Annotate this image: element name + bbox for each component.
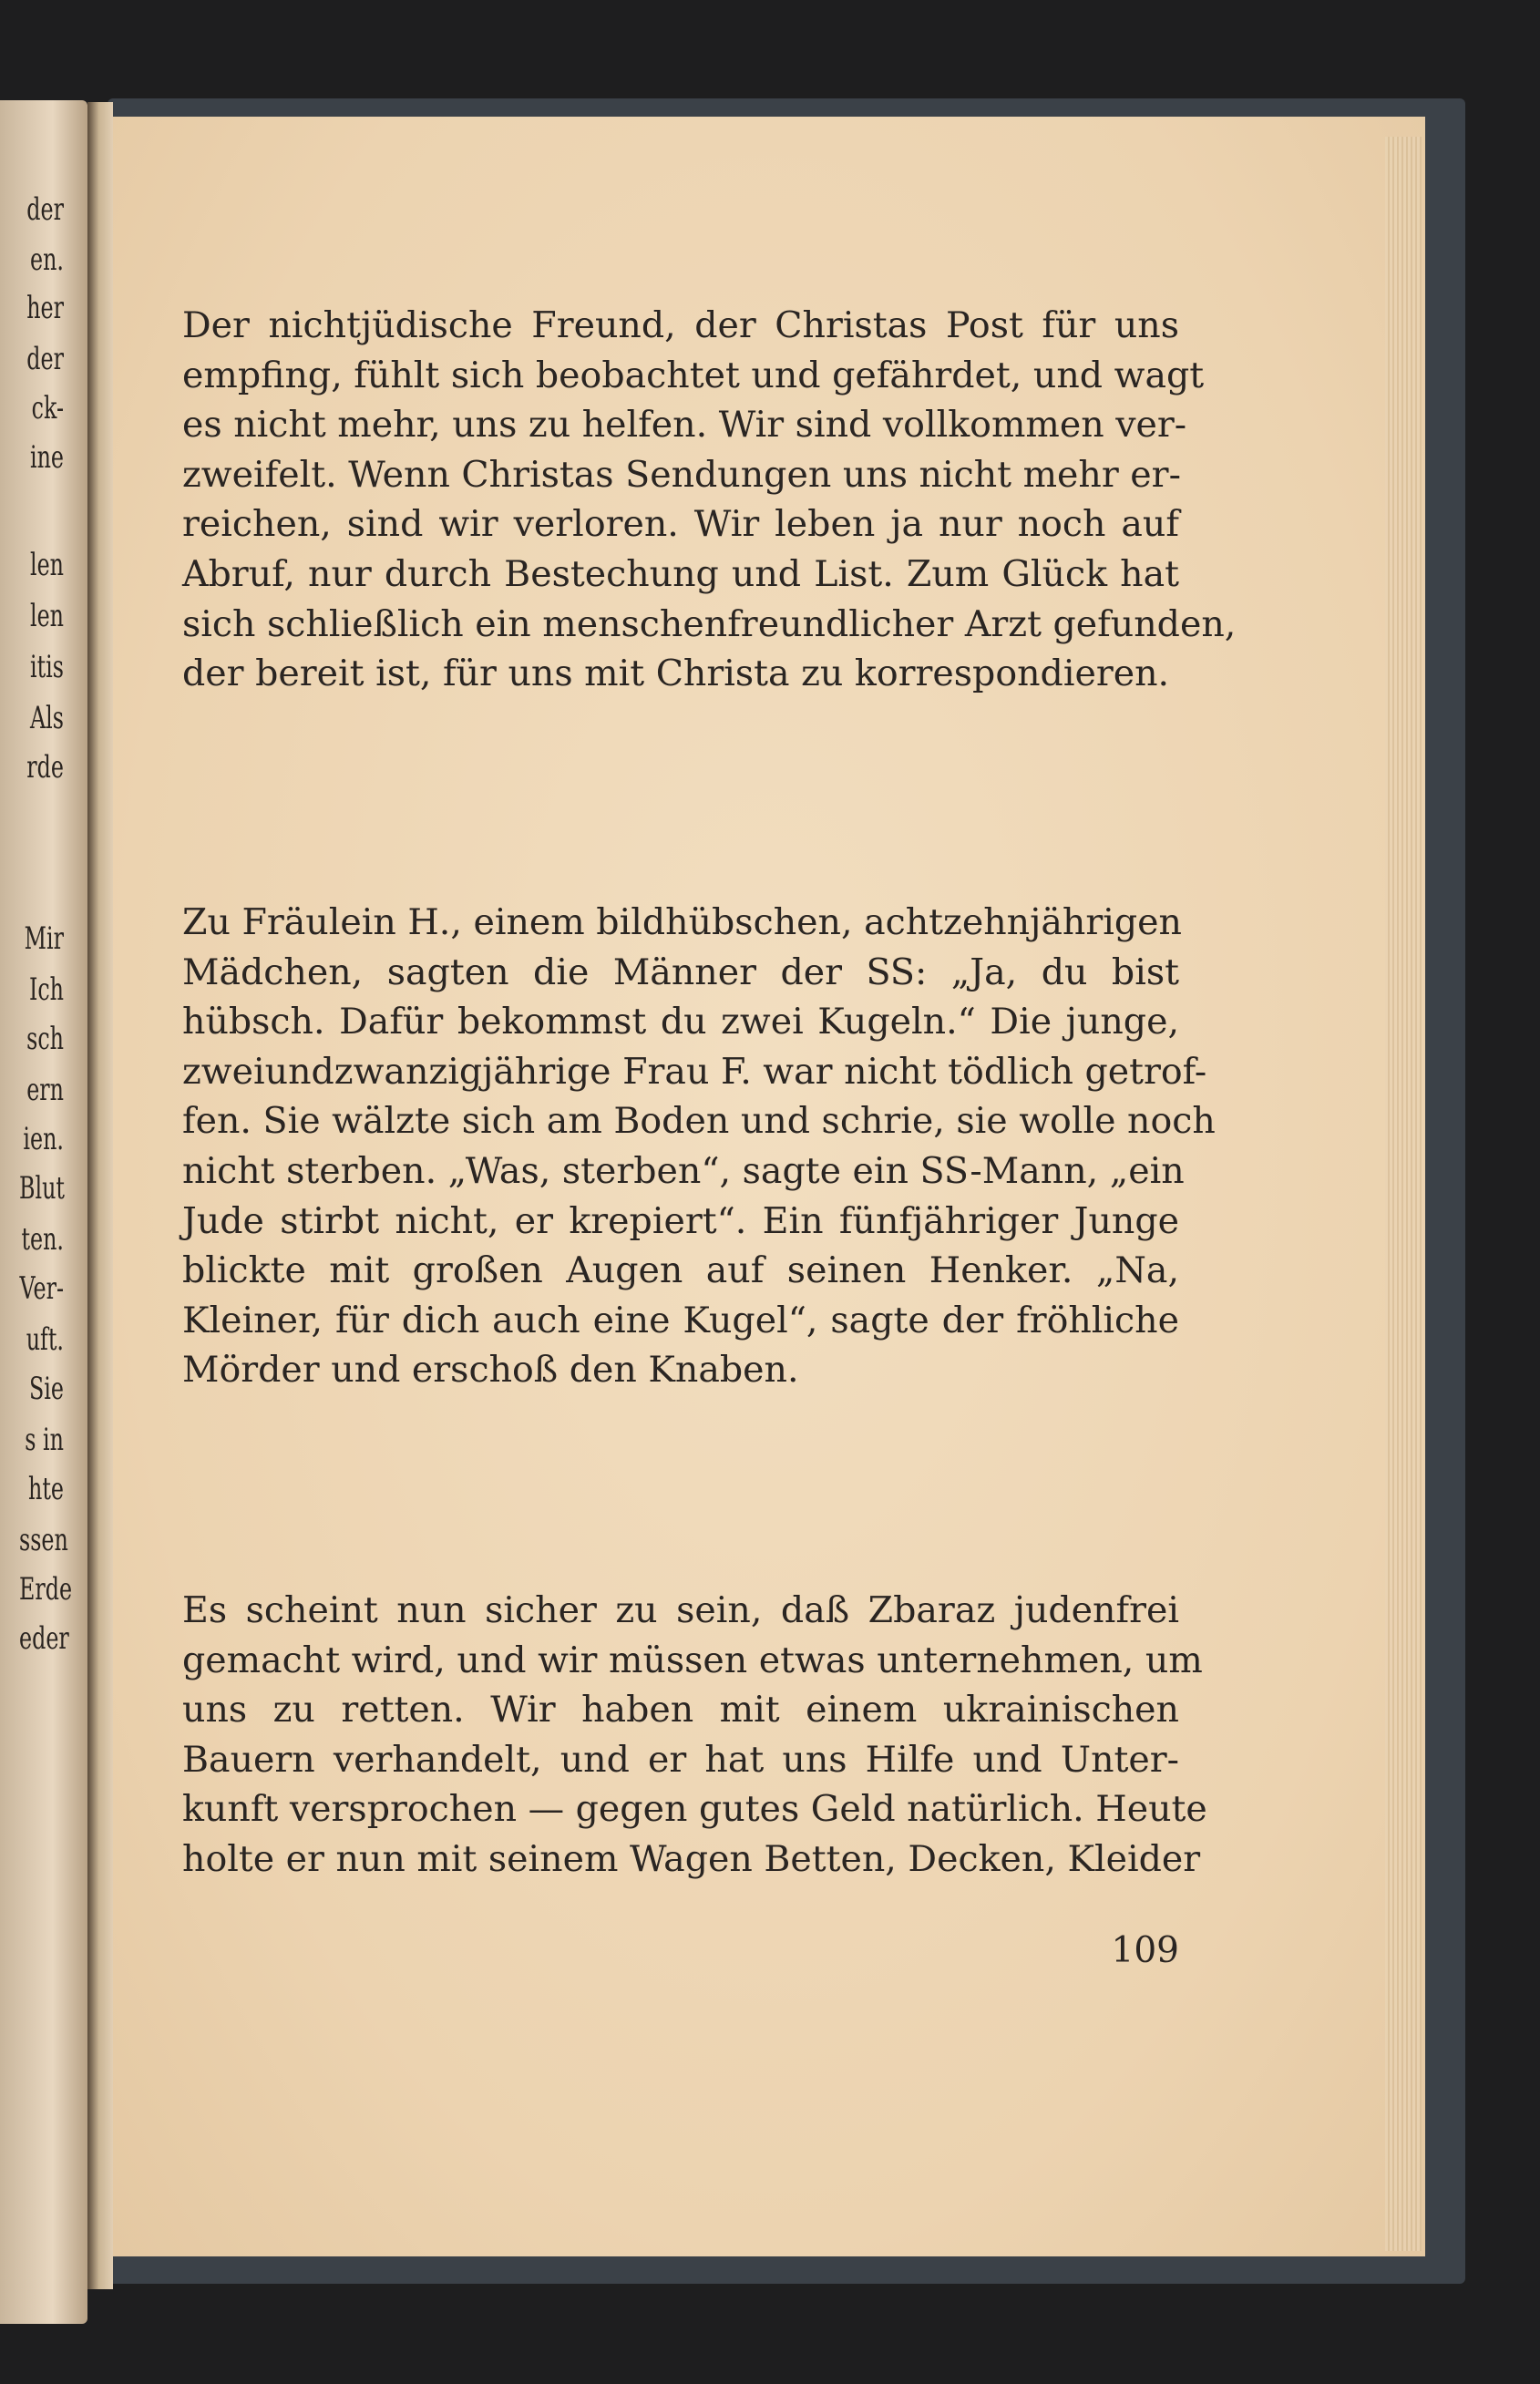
- facing-page-fragment: Blut: [19, 1170, 65, 1207]
- text-line: holte er nun mit seinem Wagen Betten, Decken, Kleider: [182, 1837, 1201, 1880]
- facing-page-fragment: sch: [26, 1021, 64, 1057]
- paragraph-2: [182, 898, 1216, 1395]
- text-line: Bauern verhandelt, und er hat uns Hilfe und Unter-: [182, 1738, 1179, 1781]
- text-line: hübsch. Dafür bekommst du zwei Kugeln.“ Die junge,: [182, 1001, 1179, 1043]
- text-line: empfing, fühlt sich beobachtet und gefährdet, und wagt: [182, 354, 1205, 396]
- text-line: Mädchen, sagten die Männer der SS: „Ja, du bist: [182, 951, 1179, 993]
- text-line: nicht sterben. „Was, sterben“, sagte ein SS-Mann, „ein: [182, 1149, 1185, 1192]
- text-line: uns zu retten. Wir haben mit einem ukrainischen: [182, 1689, 1179, 1731]
- text-line: zweiundzwanzigjährige Frau F. war nicht tödlich getrof-: [182, 1050, 1207, 1093]
- facing-page-fragment: rde: [26, 749, 64, 786]
- text-line: zweifelt. Wenn Christas Sendungen uns nicht mehr er-: [182, 453, 1181, 496]
- page-edges: [1385, 137, 1422, 2251]
- facing-page-text-fragments: [0, 100, 87, 2324]
- text-line: reichen, sind wir verloren. Wir leben ja nur noch auf: [182, 503, 1179, 546]
- text-line: Abruf, nur durch Bestechung und List. Zum Glück hat: [182, 552, 1179, 595]
- text-line: blickte mit großen Augen auf seinen Henker. „Na,: [182, 1249, 1179, 1292]
- facing-page-fragment: Ver-: [19, 1270, 64, 1307]
- text-line: Es scheint nun sicher zu sein, daß Zbaraz judenfrei: [182, 1589, 1179, 1631]
- facing-page-fragment: Erde: [19, 1571, 73, 1608]
- page-number: 109: [1111, 1930, 1179, 1971]
- paragraph-1: [182, 301, 1237, 699]
- text-line: gemacht wird, und wir müssen etwas unternehmen, um: [182, 1639, 1203, 1681]
- book-gutter: [87, 102, 113, 2289]
- text-line: Der nichtjüdische Freund, der Christas Post für uns: [182, 304, 1179, 346]
- facing-page: [0, 100, 87, 2324]
- text-line: sich schließlich ein menschenfreundlicher Arzt gefunden,: [182, 602, 1237, 645]
- facing-page-fragment: hte: [28, 1471, 64, 1507]
- facing-page-fragment: en.: [30, 241, 64, 278]
- facing-page-fragment: ine: [29, 439, 64, 476]
- text-line: Jude stirbt nicht, er krepiert“. Ein fünfjähriger Junge: [182, 1199, 1179, 1242]
- text-line: Zu Fräulein H., einem bildhübschen, achtzehnjährigen: [182, 901, 1182, 943]
- facing-page-fragment: ern: [26, 1072, 64, 1108]
- paragraph-3: [182, 1586, 1207, 1885]
- facing-page-fragment: her: [26, 290, 64, 326]
- facing-page-fragment: Sie: [28, 1371, 64, 1407]
- text-line: es nicht mehr, uns zu helfen. Wir sind vollkommen ver-: [182, 404, 1187, 447]
- facing-page-fragment: der: [26, 191, 64, 228]
- facing-page-fragment: itis: [29, 649, 64, 685]
- text-line: fen. Sie wälzte sich am Boden und schrie, sie wolle noch: [182, 1100, 1216, 1143]
- facing-page-fragment: der: [26, 341, 64, 377]
- text-line: Kleiner, für dich auch eine Kugel“, sagte der fröhliche: [182, 1299, 1179, 1341]
- facing-page-fragment: Ich: [28, 971, 64, 1008]
- facing-page-fragment: len: [29, 547, 64, 583]
- text-line: der bereit ist, für uns mit Christa zu korrespondieren.: [182, 653, 1170, 695]
- facing-page-fragment: ck-: [31, 390, 64, 426]
- text-line: kunft versprochen — gegen gutes Geld natürlich. Heute: [182, 1788, 1207, 1831]
- facing-page-fragment: s in: [25, 1422, 64, 1458]
- facing-page-fragment: uft.: [26, 1321, 65, 1358]
- facing-page-fragment: ssen: [19, 1522, 68, 1558]
- facing-page-fragment: Als: [29, 700, 64, 736]
- facing-page-fragment: len: [29, 598, 64, 634]
- facing-page-fragment: eder: [19, 1620, 69, 1657]
- text-line: Mörder und erschoß den Knaben.: [182, 1349, 799, 1392]
- facing-page-fragment: Mir: [24, 920, 64, 957]
- facing-page-fragment: ten.: [21, 1221, 64, 1258]
- facing-page-fragment: ien.: [23, 1121, 64, 1157]
